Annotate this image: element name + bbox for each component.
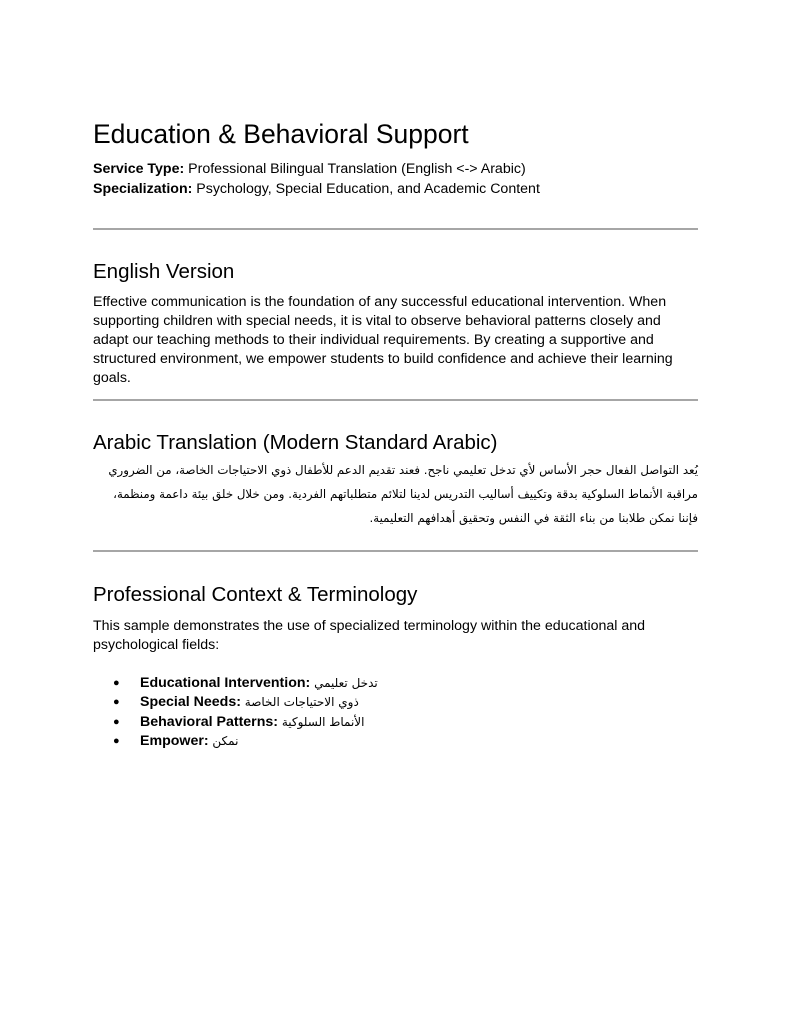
term-label: Empower: <box>140 732 209 749</box>
english-heading: English Version <box>93 260 235 283</box>
list-item <box>93 732 698 751</box>
context-heading: Professional Context & Terminology <box>93 583 418 606</box>
term-label: Behavioral Patterns: <box>140 713 278 730</box>
specialization-line <box>93 179 698 199</box>
section-divider <box>93 550 698 552</box>
bullet-icon: ● <box>113 734 120 747</box>
term-translation: نمكن <box>208 733 239 748</box>
section-divider <box>93 399 698 401</box>
bullet-icon: ● <box>113 677 120 689</box>
term-label: Educational Intervention: <box>140 675 311 691</box>
document-title: Education & Behavioral Support <box>93 119 469 149</box>
term-translation: الأنماط السلوكية <box>277 714 365 729</box>
service-type-label: Service Type: <box>93 161 185 177</box>
list-item <box>93 713 698 732</box>
service-type-value: Professional Bilingual Translation (English <-> Arabic) <box>184 161 526 177</box>
term-translation: تدخل تعليمي <box>310 676 378 690</box>
arabic-body: يُعد التواصل الفعال حجر الأساس لأي تدخل تعليمي ناجح. فعند تقديم الدعم للأطفال ذوي الاحتياجات الخاصة، من الضروري مراقبة الأنماط السلوكية بدقة وتكييف أساليب التدريس لدينا لتلائم متطلباتهم الفردية. ومن خلال خلق بيئة داعمة ومنظمة، فإننا نمكن طلابنا من بناء الثقة في النفس وتحقيق أهدافهم التعليمية. <box>108 463 698 525</box>
service-type-line <box>93 159 698 179</box>
term-translation: ذوي الاحتياجات الخاصة <box>240 695 359 710</box>
specialization-label: Specialization: <box>93 181 193 197</box>
bullet-icon: ● <box>113 715 120 728</box>
section-divider <box>93 228 698 230</box>
term-label: Special Needs: <box>140 694 241 711</box>
specialization-value: Psychology, Special Education, and Academic Content <box>192 181 540 197</box>
list-item <box>93 674 698 693</box>
arabic-heading: Arabic Translation (Modern Standard Arabic) <box>93 431 498 454</box>
bullet-icon: ● <box>113 696 120 709</box>
english-body: Effective communication is the foundation of any successful educational intervention. When supporting children with special needs, it is vital to observe behavioral patterns closely and adapt our teaching methods to their individual requirements. By creating a supportive and structured environment, we empower students to build confidence and achieve their learning goals. <box>93 294 673 386</box>
terminology-list <box>93 674 698 751</box>
list-item <box>93 693 698 712</box>
service-meta <box>93 159 698 199</box>
context-intro: This sample demonstrates the use of specialized terminology within the educational and psychological fields: <box>93 618 646 653</box>
